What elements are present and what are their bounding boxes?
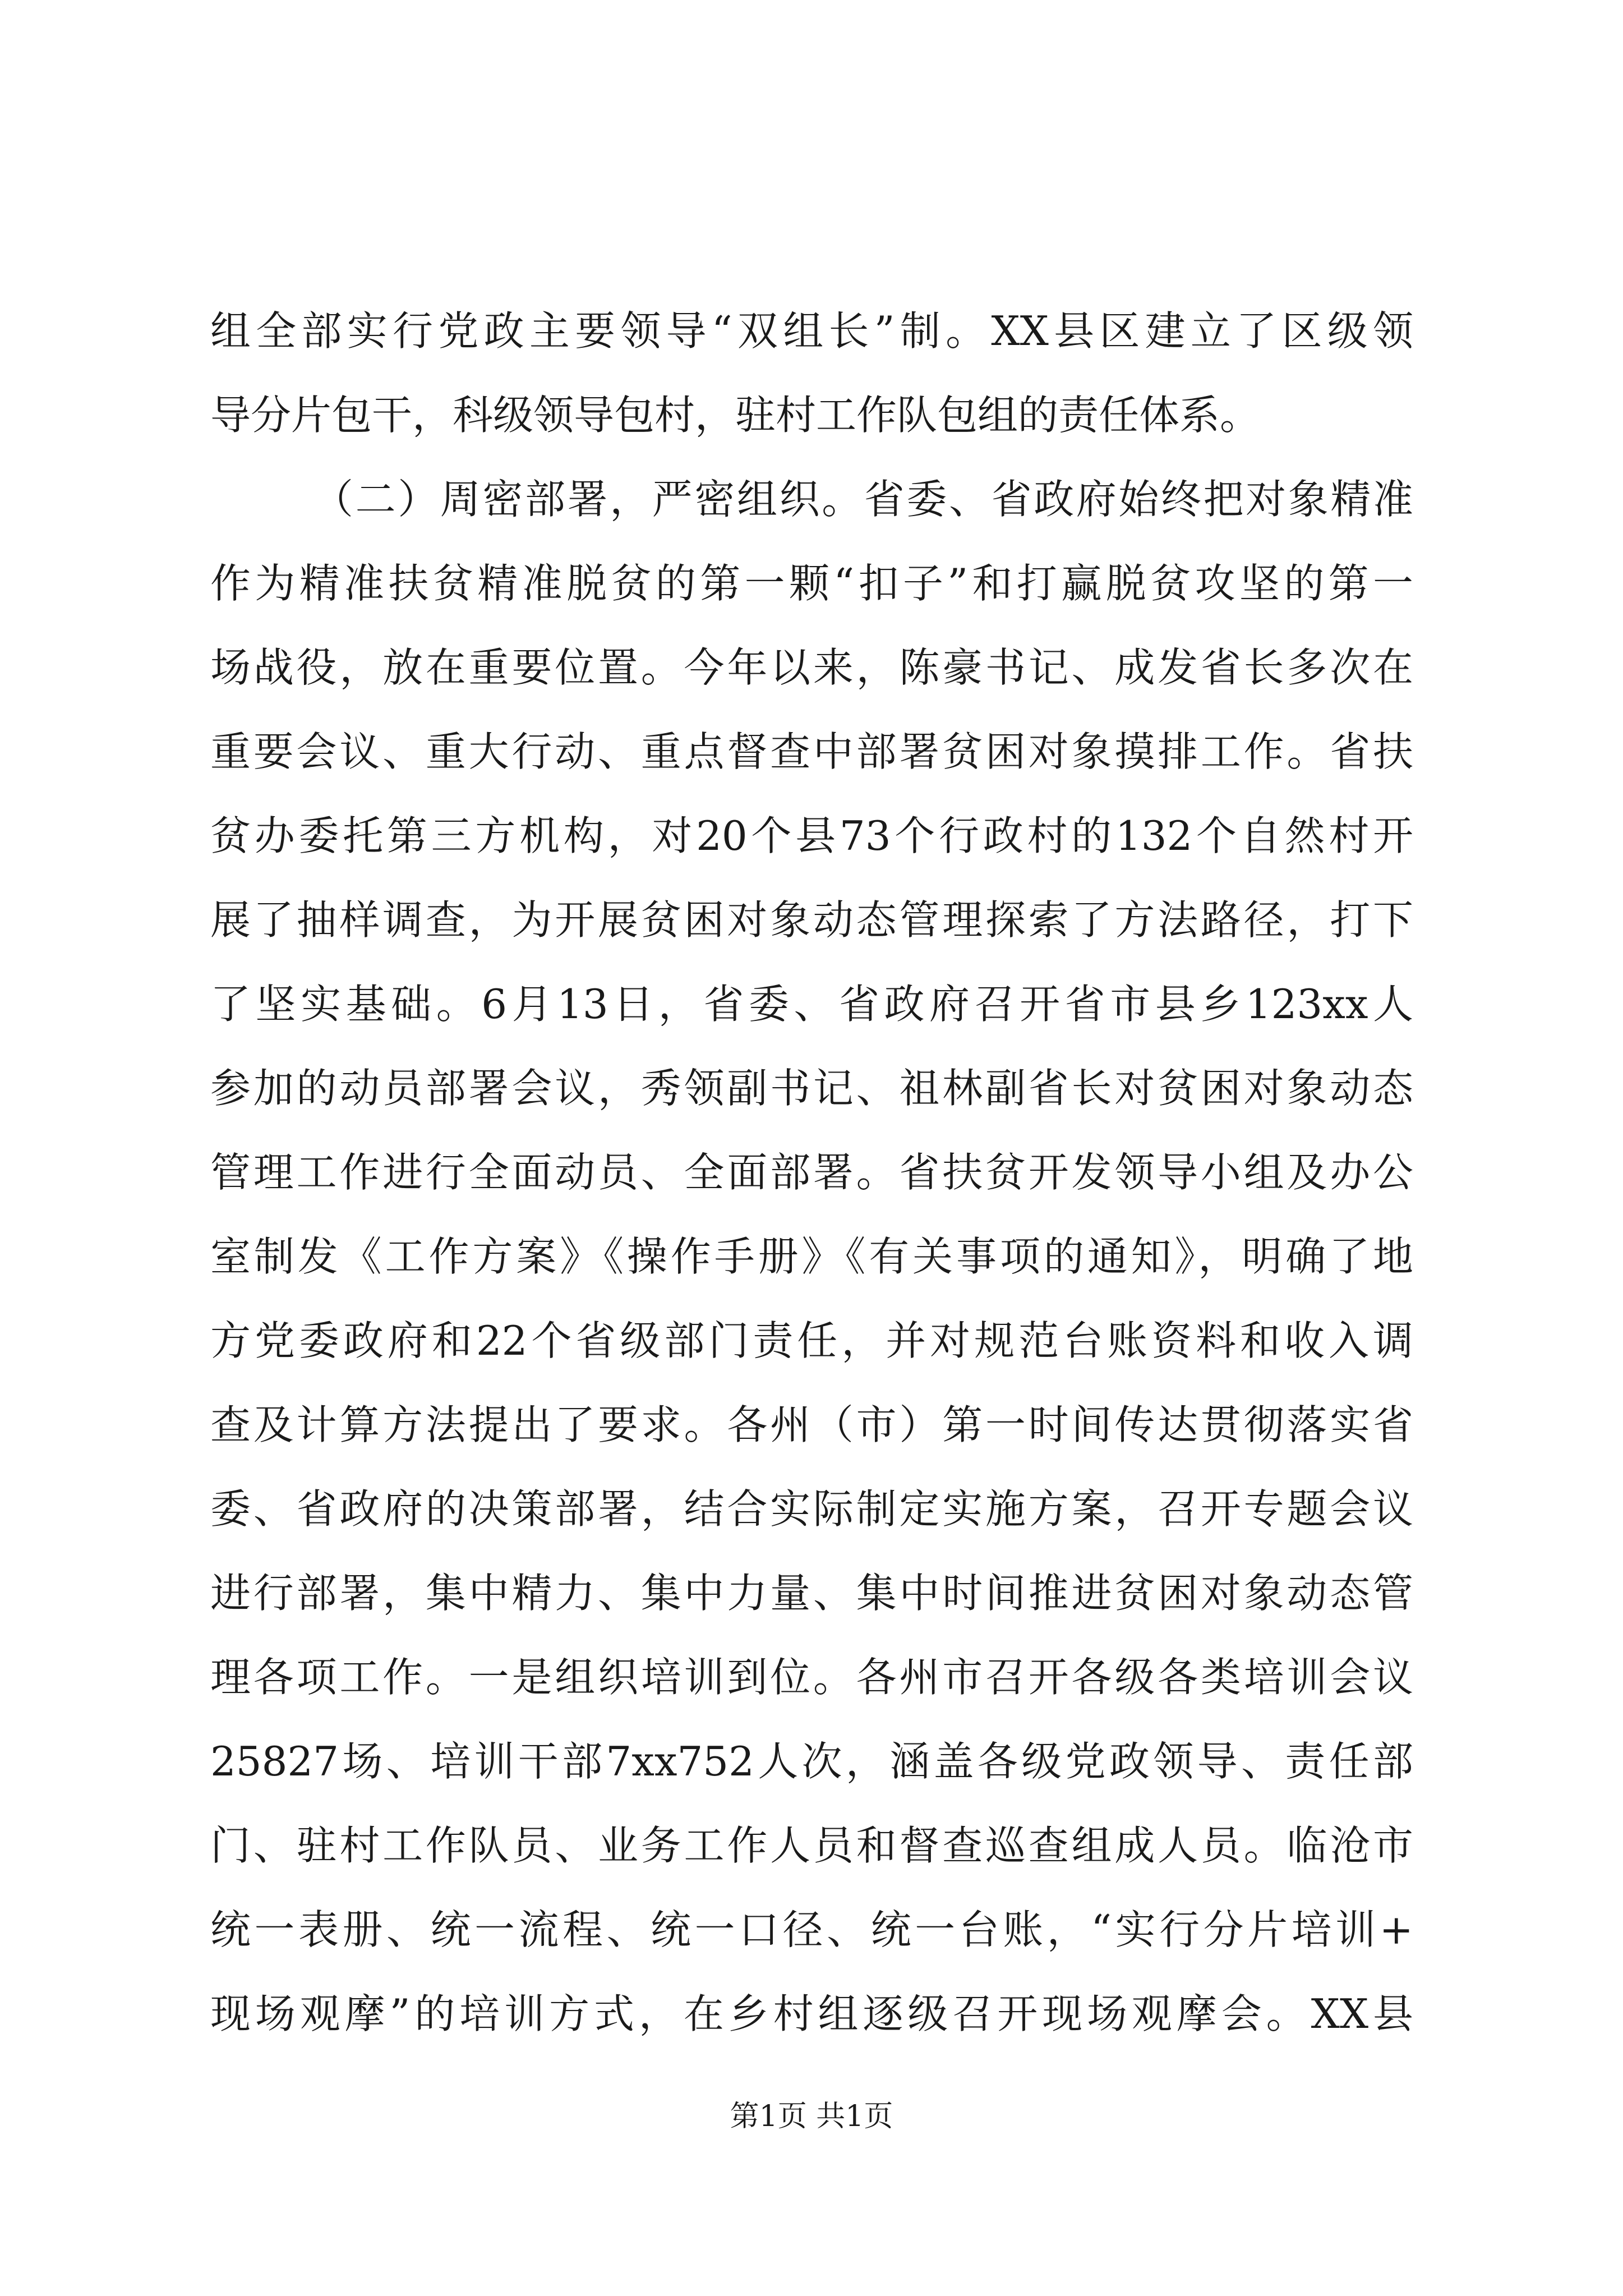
text-line: 导分片包干，科级领导包村，驻村工作队包组的责任体系。 [210, 392, 1261, 439]
text-line: 门、驻村工作队员、业务工作人员和督查巡查组成人员。临沧市 [210, 1822, 1413, 1869]
text-line: 贫办委托第三方机构，对20个县73个行政村的132个自然村开 [210, 812, 1413, 859]
text-line: 重要会议、重大行动、重点督查中部署贫困对象摸排工作。省扶 [210, 728, 1413, 775]
text-line: 25827场、培训干部7xx752人次，涵盖各级党政领导、责任部 [210, 1738, 1413, 1785]
page-footer: 第1页 共1页 [730, 2100, 893, 2133]
text-line: 展了抽样调查，为开展贫困对象动态管理探索了方法路径，打下 [210, 896, 1413, 944]
text-line: 场战役，放在重要位置。今年以来，陈豪书记、成发省长多次在 [210, 644, 1413, 691]
text-line: 查及计算方法提出了要求。各州（市）第一时间传达贯彻落实省 [210, 1401, 1413, 1448]
text-line: 方党委政府和22个省级部门责任，并对规范台账资料和收入调 [210, 1317, 1413, 1364]
text-line: 作为精准扶贫精准脱贫的第一颗“扣子”和打赢脱贫攻坚的第一 [210, 560, 1413, 607]
text-line: 参加的动员部署会议，秀领副书记、祖林副省长对贫困对象动态 [210, 1065, 1413, 1112]
paragraph-heading-line: （二）周密部署，严密组织。省委、省政府始终把对象精准 [313, 476, 1413, 523]
text-line: 统一表册、统一流程、统一口径、统一台账，“实行分片培训+ [210, 1906, 1413, 1953]
text-line: 组全部实行党政主要领导“双组长”制。XX县区建立了区级领 [210, 307, 1413, 355]
text-line: 了坚实基础。6月13日，省委、省政府召开省市县乡123xx人 [210, 981, 1413, 1028]
text-line: 理各项工作。一是组织培训到位。各州市召开各级各类培训会议 [210, 1654, 1413, 1701]
text-line: 室制发《工作方案》《操作手册》《有关事项的通知》，明确了地 [210, 1233, 1413, 1280]
text-line: 现场观摩”的培训方式，在乡村组逐级召开现场观摩会。XX县 [210, 1990, 1413, 2037]
text-line: 进行部署，集中精力、集中力量、集中时间推进贫困对象动态管 [210, 1570, 1413, 1617]
text-line: 管理工作进行全面动员、全面部署。省扶贫开发领导小组及办公 [210, 1149, 1413, 1196]
text-line: 委、省政府的决策部署，结合实际制定实施方案，召开专题会议 [210, 1485, 1413, 1533]
